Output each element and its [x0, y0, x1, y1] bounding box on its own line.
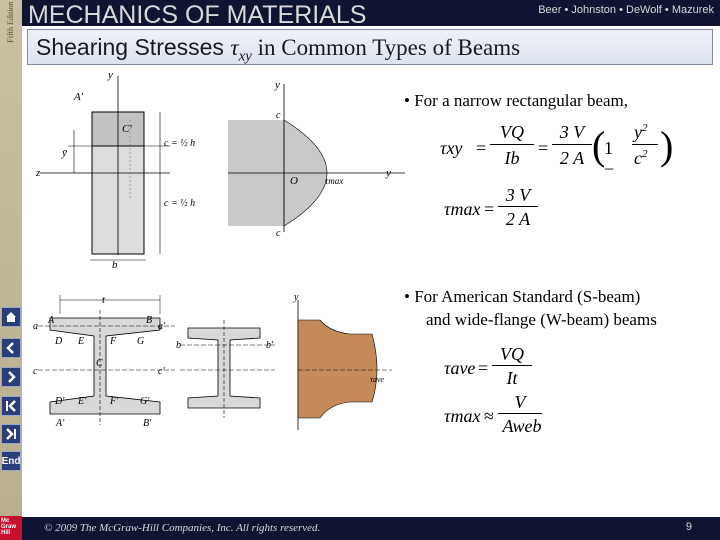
- end-button[interactable]: End: [1, 451, 21, 471]
- label-E: E: [78, 336, 85, 347]
- eq1-den1: Ib: [504, 148, 520, 168]
- home-icon: [5, 311, 17, 323]
- label-c3: c: [276, 228, 281, 239]
- eq2-den: 2 A: [505, 209, 531, 229]
- eq4-den: Aweb: [502, 416, 542, 436]
- eq3-lhs: τave: [444, 358, 476, 378]
- bullet-sbeam-line1: • For American Standard (S-beam): [404, 287, 641, 306]
- eq3-num: VQ: [500, 344, 524, 364]
- label-A: A: [48, 315, 55, 326]
- first-button[interactable]: [1, 396, 21, 416]
- last-page-icon: [5, 428, 17, 440]
- authors: Beer • Johnston • DeWolf • Mazurek: [538, 4, 714, 16]
- label-tau-max: τmax: [325, 176, 344, 186]
- label-G2: G': [140, 396, 150, 407]
- copyright: © 2009 The McGraw-Hill Companies, Inc. All rights reserved.: [44, 522, 321, 534]
- slide-title-suffix: in Common Types of Beams: [251, 35, 521, 60]
- label-G: G: [137, 336, 145, 347]
- eq1-lhs: τxy: [440, 138, 463, 158]
- last-button[interactable]: [1, 424, 21, 444]
- label-D: D: [55, 336, 63, 347]
- label-a-prime: a': [158, 321, 166, 332]
- header-bar: [22, 0, 720, 29]
- label-y-ibeam: y: [294, 292, 299, 303]
- slide-title: [36, 34, 520, 66]
- mcgraw-hill-logo: Mc Graw Hill: [0, 516, 22, 540]
- label-A2: A': [56, 418, 65, 429]
- label-ybar: ȳ: [62, 147, 67, 159]
- next-button[interactable]: [1, 367, 21, 387]
- eq2-num: 3 V: [505, 185, 531, 205]
- bullet-sbeam-line2: and wide-flange (W-beam) beams: [426, 310, 657, 329]
- label-c-prime: C': [122, 123, 132, 135]
- first-page-icon: [5, 400, 17, 412]
- footer-bar: [22, 517, 720, 540]
- label-B2: B': [143, 418, 152, 429]
- slide-title-prefix: Shearing Stresses: [36, 34, 224, 60]
- slide-title-sub: xy: [238, 48, 252, 65]
- ibeam-figure: [30, 290, 395, 440]
- label-y: y: [108, 70, 113, 81]
- label-b-prime: b': [266, 340, 274, 351]
- home-button[interactable]: [1, 307, 21, 327]
- label-y3: y: [386, 167, 391, 179]
- label-c-top: c = ½ h: [164, 138, 196, 149]
- label-c2: c: [276, 110, 281, 121]
- previous-button[interactable]: [1, 338, 21, 358]
- eq1-num2: 3 V: [559, 122, 585, 142]
- label-b: b: [112, 259, 118, 270]
- label-o: O: [290, 175, 298, 187]
- label-c-bottom: c = ½ h: [164, 198, 196, 209]
- label-F2: F': [110, 396, 119, 407]
- book-title: MECHANICS OF MATERIALS: [28, 1, 367, 29]
- label-c-prime: c': [158, 366, 165, 377]
- label-c: c: [33, 366, 38, 377]
- slide-title-symbol: τ: [230, 35, 239, 60]
- chevron-left-icon: [5, 342, 17, 354]
- sidebar: [0, 0, 22, 540]
- edition-label: Fifth Edition: [6, 1, 15, 43]
- label-E2: E': [78, 396, 87, 407]
- rectangular-beam-figure: [30, 70, 410, 270]
- label-F: F: [110, 336, 117, 347]
- label-B: B: [146, 315, 153, 326]
- slide-title-bar: [27, 29, 713, 65]
- eq1-num1: VQ: [500, 122, 524, 142]
- label-a-prime: A': [74, 91, 84, 103]
- label-C: C: [96, 358, 103, 369]
- label-y2: y: [275, 79, 280, 91]
- eq3-den: It: [506, 368, 518, 388]
- eq4-num: V: [514, 392, 526, 412]
- label-b: b: [176, 340, 181, 351]
- eq4-lhs: τmax: [444, 406, 481, 426]
- eq1-den2: 2 A: [559, 148, 585, 168]
- label-a: a: [33, 321, 38, 332]
- label-tau-ave: τave: [370, 375, 384, 384]
- label-D2: D': [55, 396, 65, 407]
- chevron-right-icon: [5, 371, 17, 383]
- page-number: 9: [685, 521, 692, 533]
- eq2-lhs: τmax: [444, 199, 481, 219]
- label-t: t: [102, 294, 106, 306]
- label-z: z: [36, 167, 41, 179]
- bullet-rect-beam: • For a narrow rectangular beam,: [404, 91, 629, 110]
